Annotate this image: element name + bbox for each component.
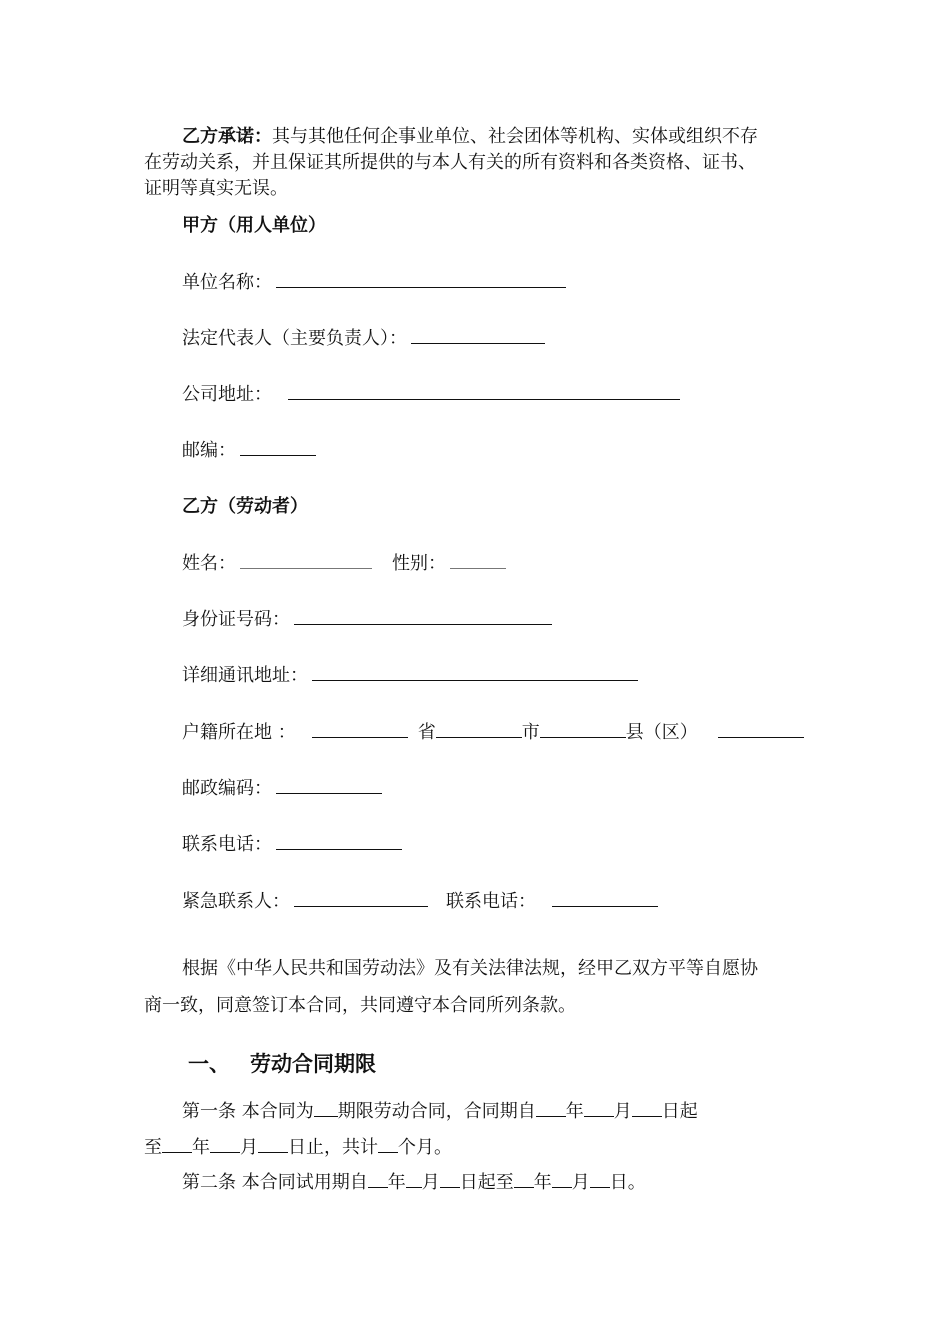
article-2-end: 日。 — [609, 1172, 646, 1193]
contract-type-field[interactable] — [314, 1098, 338, 1117]
party-b-phone-field[interactable] — [276, 831, 402, 850]
article-2-year-1: 年 — [387, 1172, 406, 1193]
party-a-heading: 甲方（用人单位） — [182, 215, 326, 236]
article-1-to: 至 — [144, 1137, 162, 1158]
party-b-hukou-row — [182, 719, 804, 746]
article-1-text-b: 期限劳动合同，合同期自 — [337, 1101, 536, 1122]
party-b-id-row — [182, 606, 552, 633]
probation-start-year-field[interactable] — [368, 1169, 388, 1188]
article-2-text-a: 第二条 本合同试用期自 — [182, 1172, 368, 1193]
emergency-contact-field[interactable] — [294, 888, 428, 907]
party-a-postcode-row — [182, 437, 316, 464]
party-b-heading: 乙方（劳动者） — [182, 496, 308, 517]
article-1-line-1 — [182, 1098, 698, 1125]
article-1-end: 日止，共计 — [288, 1137, 378, 1158]
basis-line-1: 根据《中华人民共和国劳动法》及有关法律法规，经甲乙双方平等自愿协 — [182, 958, 758, 979]
article-2-year-2: 年 — [533, 1172, 552, 1193]
party-b-postal-code-field[interactable] — [276, 775, 382, 794]
party-b-id-label: 身份证号码： — [182, 609, 290, 630]
article-1-start: 日起 — [661, 1101, 698, 1122]
promise-line-3: 证明等真实无误。 — [144, 178, 288, 199]
party-b-phone-row — [182, 831, 402, 858]
party-a-rep-label: 法定代表人（主要负责人）： — [182, 328, 407, 349]
hukou-city-label: 市 — [521, 722, 540, 743]
party-b-id-field[interactable] — [294, 606, 552, 625]
party-b-mail-address-row — [182, 662, 638, 689]
article-1-month-2: 月 — [240, 1137, 258, 1158]
hukou-city-field[interactable] — [540, 719, 626, 738]
party-a-address-row — [182, 381, 680, 408]
probation-start-day-field[interactable] — [440, 1169, 460, 1188]
section-1-title: 劳动合同期限 — [250, 1051, 376, 1076]
article-1-months: 个月。 — [398, 1137, 452, 1158]
start-day-field[interactable] — [632, 1098, 662, 1117]
section-1-heading — [188, 1049, 376, 1079]
party-a-postcode-label: 邮编： — [182, 440, 236, 461]
party-b-postal-code-label: 邮政编码： — [182, 778, 272, 799]
party-b-emergency-row — [182, 888, 658, 915]
probation-end-day-field[interactable] — [590, 1169, 610, 1188]
start-year-field[interactable] — [536, 1098, 566, 1117]
start-month-field[interactable] — [584, 1098, 614, 1117]
party-a-address-field[interactable] — [288, 381, 680, 400]
promise-lead: 乙方承诺： — [182, 126, 272, 147]
end-month-field[interactable] — [210, 1134, 240, 1153]
basis-line-2: 商一致，同意签订本合同，共同遵守本合同所列条款。 — [144, 995, 576, 1016]
promise-line-1 — [182, 124, 758, 150]
party-b-mail-address-field[interactable] — [312, 662, 638, 681]
party-b-postal-code-row — [182, 775, 382, 802]
party-b-gender-field[interactable] — [450, 550, 506, 569]
hukou-province-label: 省 — [417, 722, 436, 743]
party-b-hukou-label: 户籍所在地 ： — [182, 722, 296, 743]
emergency-phone-label: 联系电话： — [446, 891, 536, 912]
party-b-name-field[interactable] — [240, 550, 372, 569]
probation-end-year-field[interactable] — [514, 1169, 534, 1188]
party-a-name-field[interactable] — [276, 269, 566, 288]
hukou-county-label: 县（区） — [625, 722, 698, 743]
party-b-mail-address-label: 详细通讯地址： — [182, 665, 308, 686]
party-a-rep-row — [182, 325, 545, 352]
party-a-postcode-field[interactable] — [240, 437, 316, 456]
hukou-field-1[interactable] — [312, 719, 408, 738]
hukou-county-field[interactable] — [718, 719, 804, 738]
emergency-contact-label: 紧急联系人： — [182, 891, 290, 912]
probation-start-month-field[interactable] — [406, 1169, 422, 1188]
emergency-phone-field[interactable] — [552, 888, 658, 907]
article-1-year-2: 年 — [192, 1137, 210, 1158]
article-1-text-a: 第一条 本合同为 — [182, 1101, 314, 1122]
party-b-phone-label: 联系电话： — [182, 834, 272, 855]
promise-text-1: 其与其他任何企事业单位、社会团体等机构、实体或组织不存 — [272, 126, 758, 147]
party-b-name-label: 姓名： — [182, 553, 236, 574]
party-a-name-label: 单位名称： — [182, 272, 272, 293]
article-2-line — [182, 1169, 646, 1196]
party-b-name-row — [182, 550, 506, 577]
party-b-gender-label: 性别： — [392, 553, 446, 574]
article-2-start: 日起至 — [459, 1172, 514, 1193]
party-a-address-label: 公司地址： — [182, 384, 272, 405]
end-year-field[interactable] — [162, 1134, 192, 1153]
party-a-name-row — [182, 269, 566, 296]
article-1-month-1: 月 — [613, 1101, 632, 1122]
article-1-year-1: 年 — [565, 1101, 584, 1122]
article-1-line-2 — [144, 1134, 452, 1161]
end-day-field[interactable] — [258, 1134, 288, 1153]
hukou-province-field[interactable] — [436, 719, 522, 738]
article-2-month-1: 月 — [421, 1172, 440, 1193]
party-a-rep-field[interactable] — [411, 325, 545, 344]
total-months-field[interactable] — [378, 1134, 398, 1153]
probation-end-month-field[interactable] — [552, 1169, 572, 1188]
section-1-number: 一、 — [188, 1051, 230, 1076]
article-2-month-2: 月 — [571, 1172, 590, 1193]
promise-line-2: 在劳动关系，并且保证其所提供的与本人有关的所有资料和各类资格、证书、 — [144, 152, 756, 173]
